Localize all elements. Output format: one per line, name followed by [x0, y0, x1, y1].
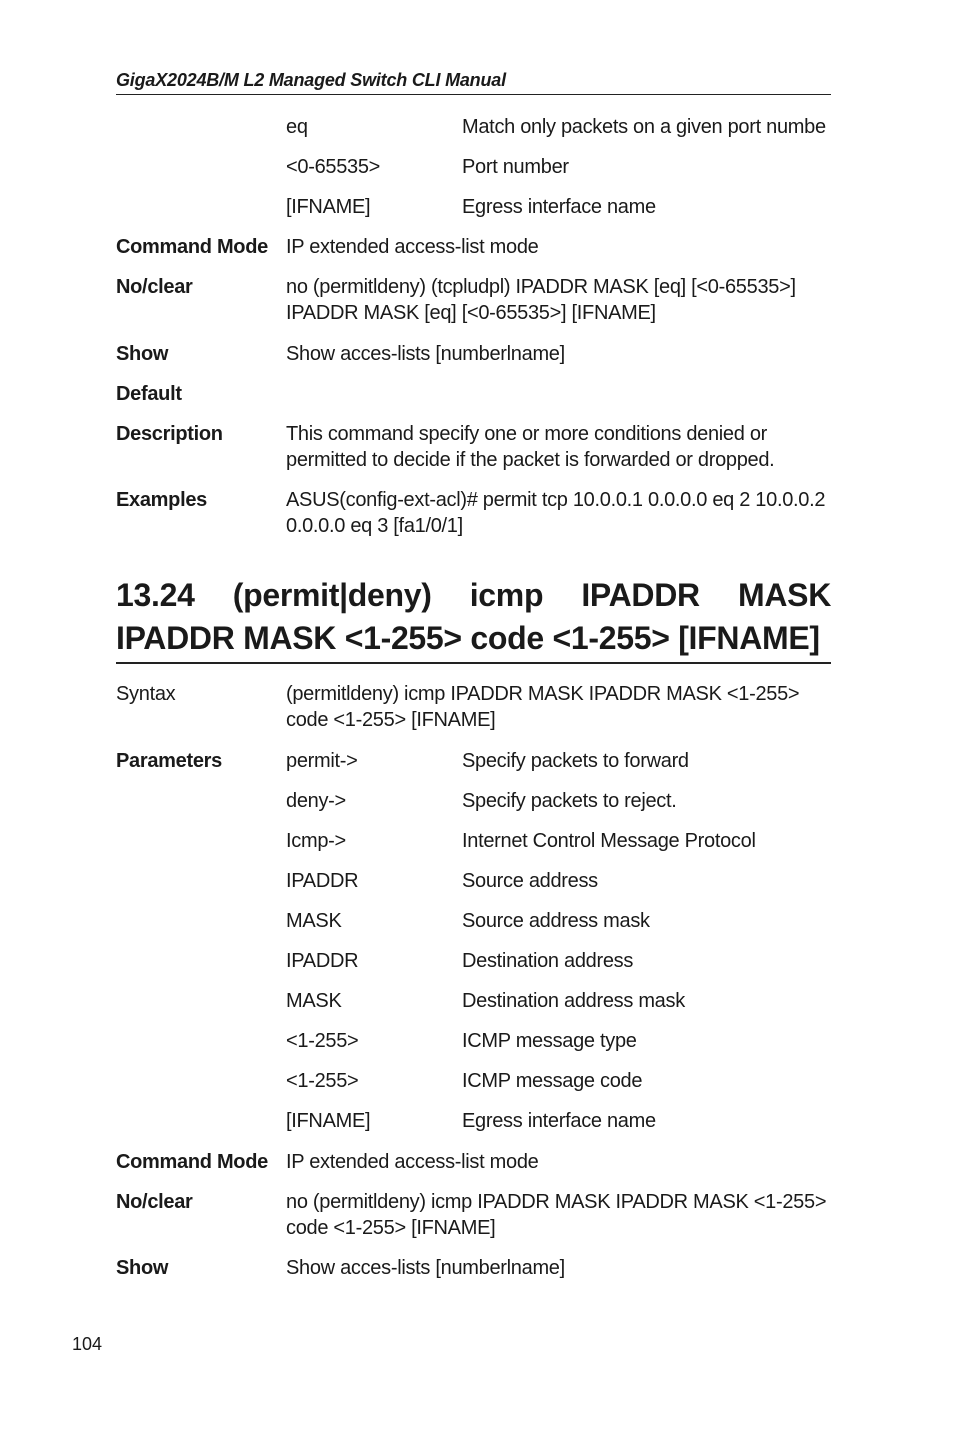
param-name: IPADDR	[286, 950, 359, 972]
examples-label: Examples	[116, 489, 207, 511]
param-desc: Port number	[462, 156, 569, 178]
param-desc: Destination address	[462, 950, 634, 972]
examples-line-2: 0.0.0.0 eq 3 [fa1/0/1]	[286, 515, 463, 537]
param-desc: Match only packets on a given port numbe	[462, 116, 826, 138]
noclear-line-2: IPADDR MASK [eq] [<0-65535>] [IFNAME]	[286, 302, 656, 324]
show-value: Show acces-lists [numberlname]	[286, 1257, 565, 1279]
param-desc: Specify packets to forward	[462, 750, 689, 772]
syntax-line-1: (permitldeny) icmp IPADDR MASK IPADDR MASK <1-255>	[286, 683, 800, 705]
command-mode-label: Command Mode	[116, 1151, 268, 1173]
param-desc: Source address	[462, 870, 598, 892]
noclear-label: No/clear	[116, 1191, 193, 1213]
description-line-2: permitted to decide if the packet is forwarded or dropped.	[286, 449, 775, 471]
param-desc: Egress interface name	[462, 196, 656, 218]
page-number: 104	[72, 1334, 103, 1354]
param-name: MASK	[286, 910, 342, 932]
param-name: eq	[286, 116, 308, 138]
noclear-line-1: no (permitldeny) (tcpludpl) IPADDR MASK [eq] [<0-65535>]	[286, 276, 796, 298]
param-name: <1-255>	[286, 1070, 359, 1092]
param-name: Icmp->	[286, 830, 346, 852]
description-line-1: This command specify one or more conditions denied or	[286, 423, 768, 445]
noclear-label: No/clear	[116, 276, 193, 298]
param-name: [IFNAME]	[286, 1110, 371, 1132]
param-name: <1-255>	[286, 1030, 359, 1052]
param-name: MASK	[286, 990, 342, 1012]
show-value: Show acces-lists [numberlname]	[286, 343, 565, 365]
param-name: <0-65535>	[286, 156, 381, 178]
command-mode-value: IP extended access-list mode	[286, 236, 539, 258]
param-desc: Egress interface name	[462, 1110, 656, 1132]
param-desc: Destination address mask	[462, 990, 685, 1012]
param-desc: ICMP message code	[462, 1070, 643, 1092]
noclear-line-1: no (permitldeny) icmp IPADDR MASK IPADDR MASK <1-255>	[286, 1191, 827, 1213]
show-label: Show	[116, 343, 169, 365]
syntax-label: Syntax	[116, 683, 176, 705]
noclear-line-2: code <1-255> [IFNAME]	[286, 1217, 496, 1239]
command-mode-value: IP extended access-list mode	[286, 1151, 539, 1173]
param-desc: Internet Control Message Protocol	[462, 830, 756, 852]
show-label: Show	[116, 1257, 169, 1279]
param-name: IPADDR	[286, 870, 359, 892]
param-name: [IFNAME]	[286, 196, 371, 218]
parameters-label: Parameters	[116, 750, 222, 772]
description-label: Description	[116, 423, 223, 445]
param-desc: ICMP message type	[462, 1030, 637, 1052]
command-mode-label: Command Mode	[116, 236, 268, 258]
param-name: permit->	[286, 750, 358, 772]
section-heading: 13.24 (permit|deny) icmp IPADDR MASK IPADDR MASK <1-255> code <1-255> [IFNAME]	[116, 574, 831, 664]
param-desc: Source address mask	[462, 910, 650, 932]
param-desc: Specify packets to reject.	[462, 790, 677, 812]
syntax-line-2: code <1-255> [IFNAME]	[286, 709, 496, 731]
default-label: Default	[116, 383, 182, 405]
examples-line-1: ASUS(config-ext-acl)# permit tcp 10.0.0.1 0.0.0.0 eq 2 10.0.0.2	[286, 489, 826, 511]
param-name: deny->	[286, 790, 346, 812]
running-header: GigaX2024B/M L2 Managed Switch CLI Manual	[116, 70, 831, 95]
